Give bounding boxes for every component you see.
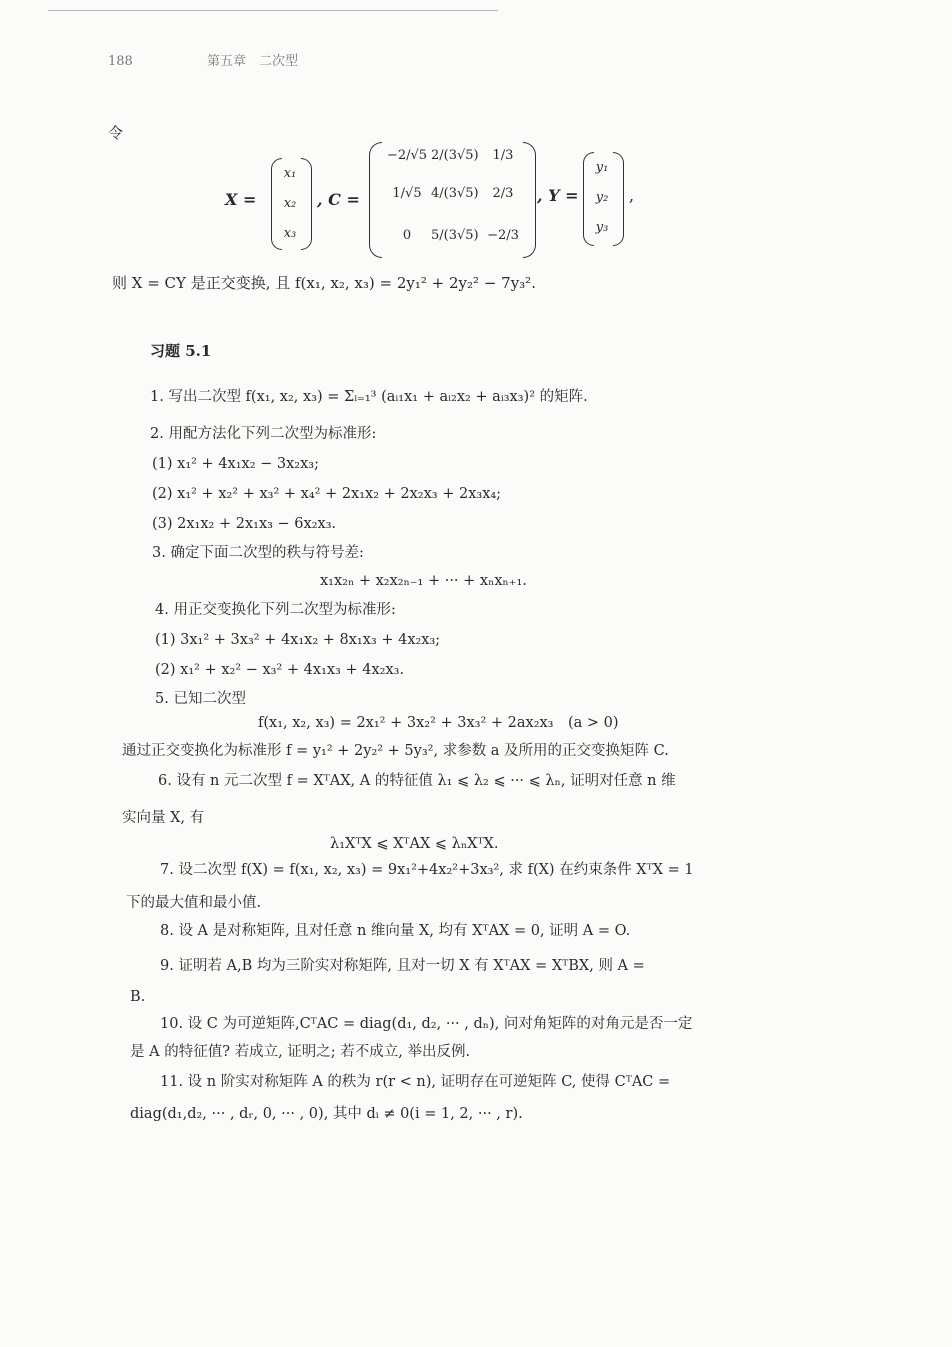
exercise-line: 3. 确定下面二次型的秩与符号差: — [152, 545, 364, 561]
c-entry: 2/(3√5) — [431, 148, 479, 163]
transform-statement: 则 X = CY 是正交变换, 且 f(x₁, x₂, x₃) = 2y₁² + 2y₂² − 7y₃². — [112, 274, 536, 292]
exercise-line: (1) 3x₁² + 3x₃² + 4x₁x₂ + 8x₁x₃ + 4x₂x₃; — [155, 632, 441, 648]
matrix-display — [225, 140, 645, 260]
c-label: , C = — [317, 190, 360, 209]
c-entry: −2/3 — [487, 228, 519, 243]
exercise-line: (2) x₁² + x₂² + x₃² + x₄² + 2x₁x₂ + 2x₂x₃ + 2x₃x₄; — [152, 486, 502, 502]
y-entry: y₃ — [595, 220, 609, 235]
exercise-line: x₁x₂ₙ + x₂x₂ₙ₋₁ + ··· + xₙxₙ₊₁. — [320, 573, 527, 589]
exercise-line: 10. 设 C 为可逆矩阵,CᵀAC = diag(d₁, d₂, ··· , dₙ), 问对角矩阵的对角元是否一定 — [160, 1016, 693, 1032]
y-right-bracket — [613, 152, 624, 246]
exercise-line: 是 A 的特征值? 若成立, 证明之; 若不成立, 举出反例. — [130, 1044, 471, 1060]
y-entry: y₁ — [595, 160, 609, 175]
section-title: 习题 5.1 — [150, 342, 212, 360]
intro-word: 令 — [108, 124, 124, 142]
top-rule — [48, 10, 498, 11]
exercise-line: 通过正交变换化为标准形 f = y₁² + 2y₂² + 5y₃², 求参数 a 及所用的正交变换矩阵 C. — [122, 743, 669, 759]
c-entry: 1/3 — [492, 148, 514, 163]
y-label: , Y = — [537, 186, 579, 205]
exercise-line: 9. 证明若 A,B 均为三阶实对称矩阵, 且对一切 X 有 XᵀAX = XᵀBX, 则 A = — [160, 958, 645, 974]
x-label: X = — [225, 190, 257, 209]
x-entry: x₂ — [283, 196, 297, 211]
c-entry: 2/3 — [492, 186, 514, 201]
y-entry: y₂ — [595, 190, 609, 205]
matrix-trailing-comma: , — [629, 186, 635, 205]
exercise-line: 实向量 X, 有 — [122, 810, 205, 826]
x-right-bracket — [301, 158, 312, 250]
exercise-line: (2) x₁² + x₂² − x₃² + 4x₁x₃ + 4x₂x₃. — [155, 662, 405, 678]
exercise-line: 5. 已知二次型 — [155, 691, 246, 707]
c-entry: 0 — [402, 228, 412, 243]
x-entry: x₁ — [283, 166, 297, 181]
exercise-line: 4. 用正交变换化下列二次型为标准形: — [155, 602, 396, 618]
c-entry: 1/√5 — [392, 186, 422, 201]
exercise-line: 6. 设有 n 元二次型 f = XᵀAX, A 的特征值 λ₁ ⩽ λ₂ ⩽ ··· ⩽ λₙ, 证明对任意 n 维 — [158, 773, 676, 789]
c-left-bracket — [369, 142, 382, 258]
x-entry: x₃ — [283, 226, 297, 241]
exercise-line: λ₁XᵀX ⩽ XᵀAX ⩽ λₙXᵀX. — [330, 836, 499, 852]
exercise-line: (3) 2x₁x₂ + 2x₁x₃ − 6x₂x₃. — [152, 516, 337, 532]
c-entry: 5/(3√5) — [431, 228, 479, 243]
exercise-line: 2. 用配方法化下列二次型为标准形: — [150, 426, 377, 442]
c-right-bracket — [523, 142, 536, 258]
exercise-line: (1) x₁² + 4x₁x₂ − 3x₂x₃; — [152, 456, 319, 472]
exercise-line: B. — [130, 989, 146, 1005]
c-entry: 4/(3√5) — [431, 186, 479, 201]
exercise-line: f(x₁, x₂, x₃) = 2x₁² + 3x₂² + 3x₃² + 2ax₂x₃ (a > 0) — [258, 715, 619, 731]
c-entry: −2/√5 — [386, 148, 428, 163]
exercise-line: 1. 写出二次型 f(x₁, x₂, x₃) = Σᵢ₌₁³ (aᵢ₁x₁ + aᵢ₂x₂ + aᵢ₃x₃)² 的矩阵. — [150, 389, 588, 405]
exercise-line: diag(d₁,d₂, ··· , dᵣ, 0, ··· , 0), 其中 dᵢ ≠ 0(i = 1, 2, ··· , r). — [130, 1106, 523, 1122]
chapter-title: 第五章 二次型 — [206, 54, 298, 69]
exercise-line: 下的最大值和最小值. — [126, 895, 262, 911]
exercise-line: 11. 设 n 阶实对称矩阵 A 的秩为 r(r < n), 证明存在可逆矩阵 C, 使得 CᵀAC = — [160, 1074, 671, 1090]
page-number: 188 — [108, 54, 133, 69]
exercise-line: 7. 设二次型 f(X) = f(x₁, x₂, x₃) = 9x₁²+4x₂²+3x₃², 求 f(X) 在约束条件 XᵀX = 1 — [160, 862, 694, 878]
exercise-line: 8. 设 A 是对称矩阵, 且对任意 n 维向量 X, 均有 XᵀAX = 0, 证明 A = O. — [160, 923, 631, 939]
page-header — [108, 50, 298, 69]
